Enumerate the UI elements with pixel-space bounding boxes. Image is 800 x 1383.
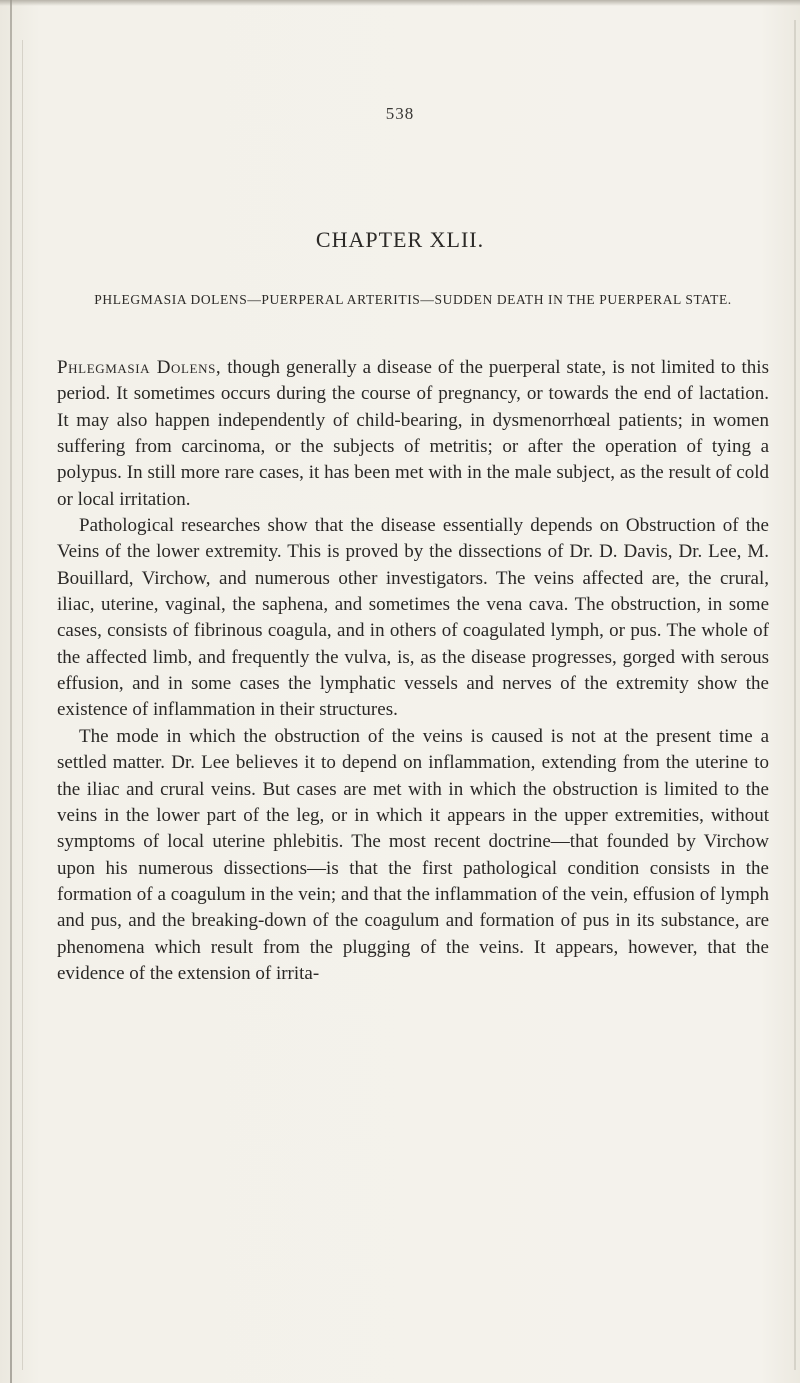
paragraph-3: The mode in which the obstruction of the veins is caused is not at the present time a settled matter. Dr. Lee believes it to depend on inflammation, extending from the uterine to the iliac and crural veins. But cases are met with in which the obstruction is limited to the veins in the lower part of the leg, or in which it appears in the upper extremities, without symptoms of local uterine phlebitis. The most recent doctrine—that founded by Virchow upon his numerous dissections—is that the first pathological condition consists in the formation of a coagulum in the vein; and that the inflammation of the vein, effusion of lymph and pus, and the breaking-down of the coagulum and formation of pus in its substance, are phenomena which result from the plugging of the veins. It appears, however, that the evidence of the extension of irrita-	[57, 725, 769, 984]
paragraph-2: Pathological researches show that the disease essentially depends on Obstruction of the Veins of the lower extremity. This is proved by the dissections of Dr. D. Davis, Dr. Lee, M. Bouillard, Virchow, and numerous other investigators. The veins affected are, the crural, iliac, uterine, vaginal, the saphena, and sometimes the vena cava. The obstruction, in some cases, consists of fibrinous coagula, and in others of coagulated lymph, or pus. The whole of the affected limb, and frequently the vulva, is, as the disease progresses, gorged with serous effusion, and in some cases the lymphatic vessels and nerves of the extremity show the existence of inflammation in their structures.	[57, 515, 769, 721]
paragraph-1-lead: Phlegmasia Dolens,	[57, 357, 222, 378]
paragraph-1-text: though generally a disease of the puerperal state, is not limited to this period. It sometimes occurs during the course of pregnancy, or towards the end of lactation. It may also happen independently of child-bearing, in dysmenorrhœal patients; in women suffering from carcinoma, or the subjects of metritis; or after the operation of tying a polypus. In still more rare cases, it has been met with in the male subject, as the result of cold or local irritation.	[57, 357, 769, 510]
paragraph-1	[57, 355, 769, 513]
page-top-shadow	[0, 0, 800, 6]
page-right-edge	[794, 20, 796, 1370]
chapter-body	[57, 355, 769, 987]
page-number: 538	[385, 104, 415, 123]
chapter-subtitle: PHLEGMASIA DOLENS—PUERPERAL ARTERITIS—SUDDEN DEATH IN THE PUERPERAL STATE.	[94, 292, 732, 307]
binding-gutter	[10, 0, 12, 1383]
chapter-title: CHAPTER XLII.	[315, 227, 485, 252]
